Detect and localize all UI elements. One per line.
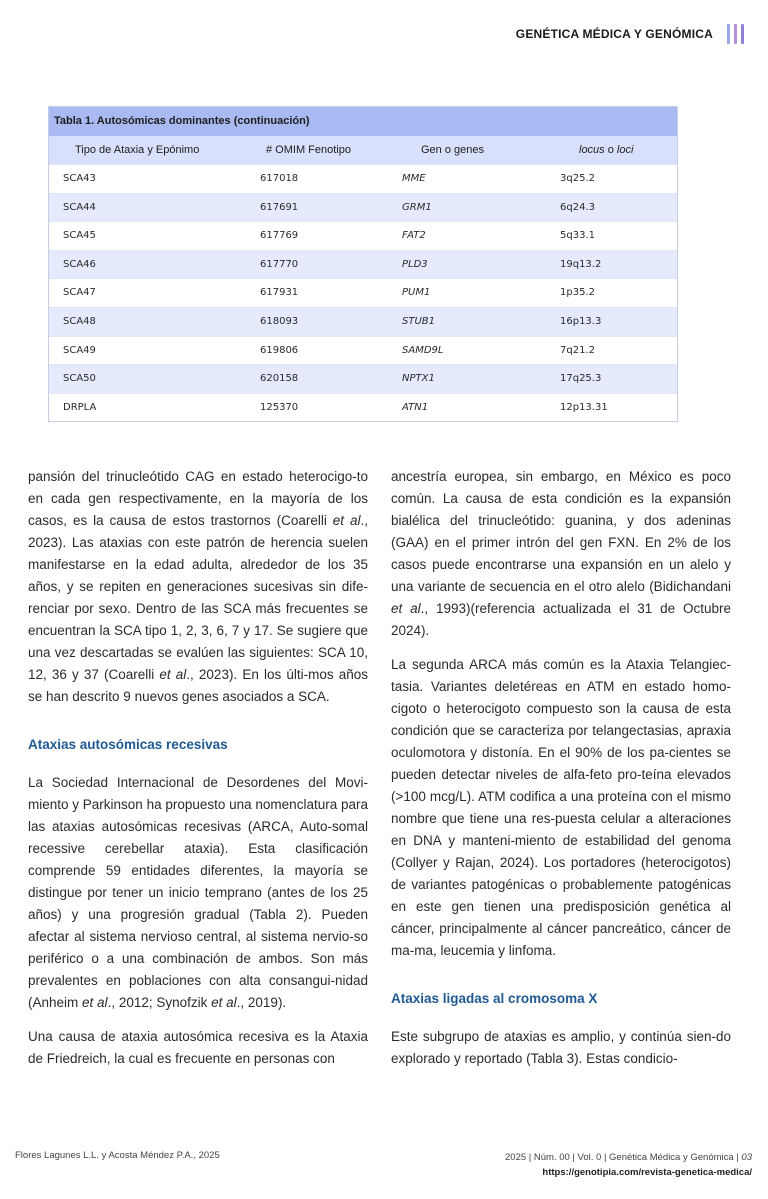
table-row [49,193,677,222]
cell-gene: FAT2 [402,230,426,242]
text-run: pansión del trinucleótido CAG en estado heterocigo-to en cada gen respectivamente, en la mayoría de los casos, es la causa de estos trastornos (Coarelli [28,469,368,528]
cell-locus: 17q25.3 [560,373,602,385]
left-column [28,466,368,1082]
table-body [49,164,677,421]
page-number: 03 [741,1152,752,1163]
cell-locus: 6q24.3 [560,201,595,213]
header-genes: Gen o genes [421,144,484,156]
table-row [49,250,677,279]
cell-ataxia: SCA46 [63,258,96,270]
text-run: ., 2019). [236,995,287,1010]
cell-locus: 7q21.2 [560,344,595,356]
cell-gene: GRM1 [402,201,432,213]
table-row [49,393,677,422]
table-row [49,307,677,336]
cell-omim: 125370 [260,401,299,413]
journal-url-link[interactable]: https://genotipia.com/revista-genetica-medica/ [542,1167,752,1178]
header-locus-word: locus [579,144,605,156]
et-al: et al [159,667,187,682]
cell-gene: PUM1 [402,287,431,299]
right-column [391,466,731,1082]
et-al: et al [332,513,361,528]
header-omim: # OMIM Fenotipo [266,144,351,156]
cell-ataxia: SCA50 [63,373,96,385]
text-run: ., 2023). Las ataxias con este patrón de herencia suelen manifestarse en la edad adulta, alrededor de los 35 años, y se repiten en generaciones sucesivas sin dife-renciar por sexo. Dentro de las SCA más frecuentes se encuentran la SCA tipo 1, 2, 3, 6, 7 y 17. Se sugiere que una vez descartadas se evalúen las siguientes: SCA 10, 12, 36 y 37 (Coarelli [28,513,368,682]
paragraph: Una causa de ataxia autosómica recesiva es la Ataxia de Friedreich, la cual es frecuente en personas con [28,1029,368,1066]
table-header [49,136,677,164]
cell-omim: 620158 [260,373,299,385]
header-ataxia-type: Tipo de Ataxia y Epónimo [75,144,200,156]
cell-ataxia: SCA43 [63,173,96,184]
brand-bar [727,24,730,44]
footer-issue [505,1150,752,1180]
et-al: et al [391,601,421,616]
cell-locus: 16p13.3 [560,315,602,327]
journal-header [516,22,744,46]
cell-gene: STUB1 [402,315,435,327]
text-run: La Sociedad Internacional de Desordenes del Movi-miento y Parkinson ha propuesto una nomenclatura para las ataxias autosómicas recesivas (ARCA, Auto-somal recessive cerebellar ataxia). Esta clasificación comprende 59 entidades diferentes, la mayoría se distingue por tener un inicio temprano (antes de los 25 años) y una progresión gradual (Tabla 2). Pueden afectar al sistema nervioso central, al sistema nervio-so periférico o a una combinación de ambos. Son más prevalentes en poblaciones con alta consangui-nidad (Anheim [28,775,368,1010]
cell-ataxia: SCA45 [63,230,96,242]
cell-omim: 619806 [260,344,299,356]
cell-ataxia: SCA48 [63,315,96,327]
cell-gene: PLD3 [402,258,428,270]
section-heading-recesivas: Ataxias autosómicas recesivas [28,737,228,752]
header-loci-word: loci [616,144,634,156]
brand-bar [741,24,744,44]
footer-issue-text: 2025 | Núm. 00 | Vol. 0 | Genética Médica y Genómica | [505,1152,739,1163]
cell-omim: 618093 [260,315,299,327]
brand-bar [734,24,737,44]
table-row [49,164,677,193]
cell-locus: 1p35.2 [560,287,595,299]
cell-omim: 617770 [260,258,299,270]
table-row [49,278,677,307]
paragraph: Este subgrupo de ataxias es amplio, y continúa sien-do explorado y reportado (Tabla 3). Estas condicio- [391,1029,731,1066]
cell-ataxia: SCA47 [63,287,96,299]
cell-ataxia: DRPLA [63,401,97,413]
header-locus [545,136,677,164]
cell-omim: 617769 [260,230,299,242]
text-run: ., 2023). En los últi-mos años se han descrito 9 nuevos genes asociados a SCA. [28,667,368,704]
cell-omim: 617691 [260,201,299,213]
paragraph [28,772,368,1014]
table-row [49,364,677,393]
text-run: ., 1993)(referencia actualizada el 31 de Octubre 2024). [391,601,731,638]
cell-locus: 3q25.2 [560,173,595,184]
paragraph: La segunda ARCA más común es la Ataxia Telangiec-tasia. Variantes deletéreas en ATM en estado homo-cigoto o heterocigoto compuesto son la causa de esta condición que se caracteriza por telangectasias, apraxia oculomotora y distonía. En el 90% de los pa-cientes se pueden detectar niveles de alfa-feto pro-teína elevados (>100 mcg/L). ATM codifica a una proteína con el mismo nombre que tiene una res-puesta celular a alteraciones en DNA y manteni-miento de estabilidad del genoma (Collyer y Rajan, 2024). Los portadores (heterocigotos) de variantes patogénicas o probablemente patogénicas en este gen tienen una predisposición genética al cáncer, principalmente al cáncer pancreático, cáncer de ma-ma, leucemia y linfoma. [391,657,731,958]
cell-gene: NPTX1 [402,373,435,385]
et-al: et al [82,995,108,1010]
header-locus-sep: o [604,144,617,156]
cell-locus: 5q33.1 [560,230,595,242]
cell-ataxia: SCA49 [63,344,96,356]
cell-gene: SAMD9L [402,344,444,356]
table-caption: Tabla 1. Autosómicas dominantes (continuación) [49,107,677,136]
et-al: et al [211,995,237,1010]
cell-omim: 617931 [260,287,299,299]
cell-gene: ATN1 [402,401,429,413]
cell-ataxia: SCA44 [63,201,96,213]
section-heading-ligadas-x: Ataxias ligadas al cromosoma X [391,991,598,1006]
cell-omim: 617018 [260,173,299,184]
paragraph [391,466,731,642]
paragraph [28,466,368,708]
table-row [49,221,677,250]
cell-gene: MME [402,173,426,184]
text-run: ancestría europea, sin embargo, en México es poco común. La causa de esta condición es la expansión bialélica del trinucleótido: guanina, y dos adeninas (GAA) en el primer intrón del gen FXN. En 2% de los casos puede encontrarse una expansión en un alelo y una variante de secuencia en el otro alelo (Bidichandani [391,469,731,594]
table-row [49,336,677,365]
journal-title: GENÉTICA MÉDICA Y GENÓMICA [515,27,713,41]
text-run: ., 2012; Synofzik [107,995,212,1010]
cell-locus: 19q13.2 [560,258,602,270]
table-1 [48,106,678,422]
footer-authors: Flores Lagunes L.L. y Acosta Méndez P.A., 2025 [15,1150,220,1161]
brand-bars-icon [723,24,744,44]
cell-locus: 12p13.31 [560,401,608,413]
